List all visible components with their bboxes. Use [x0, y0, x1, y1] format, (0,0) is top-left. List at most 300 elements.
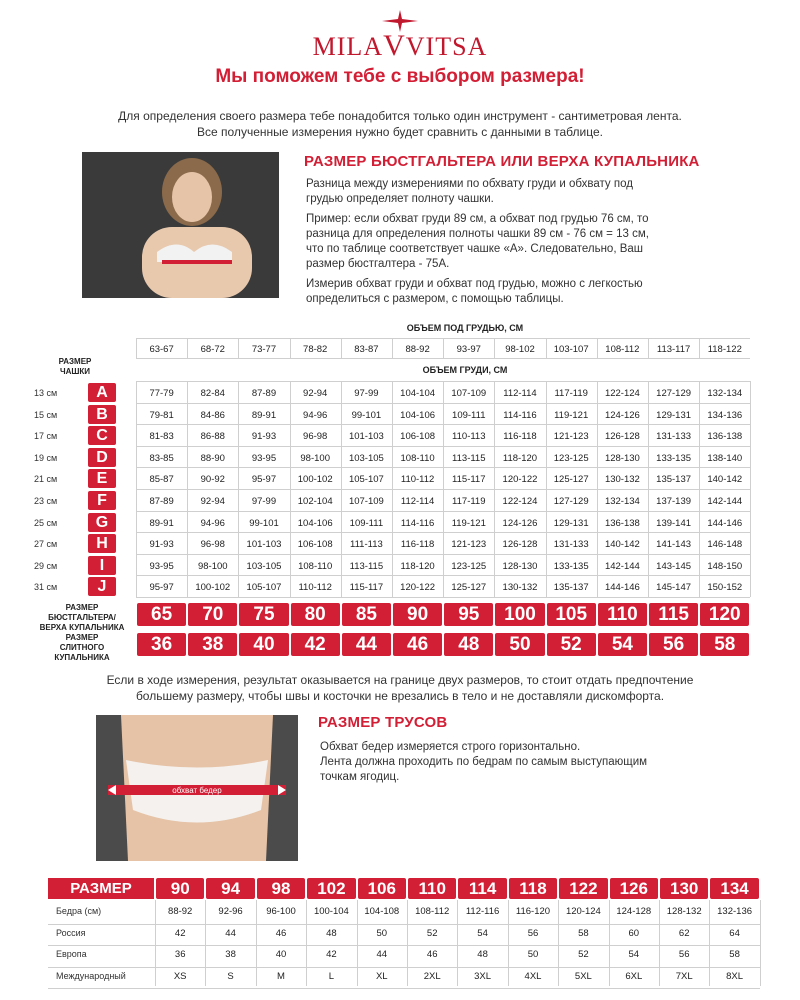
bust-cell: 109-111: [349, 517, 384, 529]
bust-cell: 136-138: [604, 517, 640, 529]
cup-difference: 17 см: [34, 431, 58, 442]
label-line: РАЗМЕР: [65, 603, 99, 612]
column-divider: [392, 381, 393, 597]
cup-letter-b: B: [88, 405, 116, 424]
bust-cell: 125-127: [451, 582, 487, 594]
underbust-cell: 73-77: [251, 344, 277, 355]
panties-cell: 96-100: [266, 906, 296, 917]
swim-size-box: 56: [649, 633, 698, 656]
panties-cell: 58: [729, 949, 740, 960]
cup-difference: 15 см: [34, 409, 58, 420]
bust-cell: 121-123: [553, 431, 589, 443]
cup-letter-g: G: [88, 513, 116, 532]
swim-size-box: 36: [137, 633, 186, 656]
panties-cell: 128-132: [666, 906, 702, 917]
row-divider: [48, 988, 760, 989]
panties-size-box: 122: [559, 878, 607, 899]
column-divider: [648, 381, 649, 597]
panties-cell: 3XL: [474, 970, 492, 982]
table-border: [136, 358, 750, 359]
bra-size-box: 95: [444, 603, 493, 626]
text-line: разница для определения полноты чашки 89 см - 76 см = 13 см,: [306, 228, 649, 240]
cup-letter-a: A: [88, 383, 116, 402]
panties-cell: 42: [174, 927, 186, 939]
bust-cell: 127-129: [656, 388, 692, 399]
column-divider: [290, 338, 291, 358]
bust-cell: 87-89: [149, 496, 174, 507]
bust-cell: 119-121: [451, 517, 486, 529]
bra-paragraph-2: [306, 212, 746, 272]
bust-cell: 108-110: [298, 560, 333, 572]
panties-cell: 6XL: [625, 970, 643, 982]
cup-letter-c: C: [88, 426, 116, 445]
bust-cell: 142-144: [707, 496, 743, 507]
panties-size-box: 90: [156, 878, 204, 899]
bust-cell: 94-96: [303, 409, 328, 421]
column-divider: [155, 900, 156, 986]
underbust-cell: 68-72: [200, 344, 225, 355]
bra-size-box: 75: [239, 603, 288, 626]
bust-cell: 107-109: [348, 496, 384, 507]
bust-cell: 145-147: [656, 582, 692, 594]
panties-size-box: 126: [610, 878, 658, 899]
bust-cell: 88-90: [200, 452, 225, 464]
intro-line: Для определения своего размера тебе понадобится только один инструмент - сантиметровая лента.: [118, 109, 682, 123]
brand-logo: [0, 10, 800, 62]
bust-cell: 139-141: [656, 517, 692, 529]
bust-cell: 120-122: [502, 474, 538, 486]
underbust-cell: 108-112: [605, 344, 640, 355]
bust-cell: 135-137: [656, 474, 692, 486]
bust-cell: 99-101: [351, 409, 382, 421]
bust-cell: 116-118: [503, 431, 537, 443]
bust-cell: 138-140: [707, 452, 743, 464]
bust-cell: 113-115: [452, 452, 486, 464]
note-line: Если в ходе измерения, результат оказывается на границе двух размеров, то стоит отдать предпочтение: [106, 673, 694, 687]
bust-cell: 117-119: [452, 496, 486, 507]
bust-cell: 111-113: [350, 539, 383, 551]
bust-cell: 114-116: [503, 409, 537, 421]
bust-cell: 99-101: [249, 517, 279, 529]
intro-line: Все полученные измерения нужно будет сравнить с данными в таблице.: [197, 125, 603, 139]
bust-cell: 79-81: [149, 409, 174, 421]
swim-size-box: 40: [239, 633, 288, 656]
column-divider: [238, 381, 239, 597]
bust-cell: 95-97: [251, 474, 277, 486]
panties-size-box: 102: [307, 878, 355, 899]
bust-cell: 146-148: [707, 539, 743, 551]
column-divider: [597, 338, 598, 358]
panties-size-box: 94: [206, 878, 254, 899]
bust-cell: 140-142: [707, 474, 743, 486]
panties-cell: 50: [527, 949, 539, 960]
panties-cell: 60: [628, 927, 640, 939]
panties-cell: 5XL: [574, 970, 592, 982]
bust-cell: 92-94: [303, 388, 328, 399]
bust-cell: 135-137: [553, 582, 589, 594]
panties-cell: XL: [375, 970, 388, 982]
bust-cell: 84-86: [200, 409, 225, 421]
underbust-cell: 113-117: [656, 344, 691, 355]
bust-cell: 124-126: [604, 409, 640, 421]
bust-cell: 112-114: [503, 388, 537, 399]
bust-cell: 142-144: [604, 560, 640, 572]
column-divider: [558, 900, 559, 986]
bust-cell: 131-133: [656, 431, 692, 443]
bust-cell: 128-130: [604, 452, 640, 464]
panties-row-label: Международный: [56, 970, 126, 981]
underbust-cell: 78-82: [303, 344, 328, 355]
bust-cell: 144-146: [604, 582, 640, 594]
swim-size-box: 38: [188, 633, 237, 656]
bust-cell: 143-145: [656, 560, 692, 572]
column-divider: [187, 338, 188, 358]
column-divider: [648, 338, 649, 358]
panties-cell: 104-108: [364, 906, 400, 917]
panties-size-header: РАЗМЕР: [48, 878, 154, 899]
bust-cell: 130-132: [502, 582, 538, 594]
intro-text: [40, 108, 760, 140]
bust-cell: 122-124: [502, 496, 538, 507]
cup-letter-h: H: [88, 534, 116, 553]
bust-cell: 91-93: [149, 539, 174, 551]
bra-size-box: 85: [342, 603, 391, 626]
panties-cell: 100-104: [313, 906, 349, 917]
bust-cell: 129-131: [656, 409, 692, 421]
bra-size-label: [30, 603, 134, 633]
panties-cell: 120-124: [565, 906, 601, 917]
bra-paragraph-1: [306, 177, 746, 207]
bust-cell: 106-108: [297, 539, 333, 551]
underbust-cell: 88-92: [405, 344, 430, 355]
brand-wordmark: MILAVVITSA: [312, 29, 488, 62]
column-divider: [457, 900, 458, 986]
bra-model-photo: [82, 152, 279, 298]
bra-size-box: 110: [598, 603, 647, 626]
panties-cell: M: [277, 970, 285, 982]
note-text: [40, 672, 760, 704]
panties-cell: S: [227, 970, 234, 982]
panties-cell: 50: [376, 927, 388, 939]
text-line: точкам ягодиц.: [320, 771, 400, 783]
label-line: ЧАШКИ: [59, 367, 91, 376]
bust-cell: 95-97: [149, 582, 174, 594]
bust-cell: 100-102: [195, 582, 231, 594]
bust-cell: 133-135: [656, 452, 692, 464]
text-line: размер бюстгалтера - 75А.: [306, 258, 450, 270]
panties-size-box: 130: [660, 878, 708, 899]
bra-size-box: 70: [188, 603, 237, 626]
bust-cell: 89-91: [251, 409, 277, 421]
underbust-cell: 83-87: [354, 344, 379, 355]
panties-cell: 42: [326, 949, 337, 960]
panties-cell: 44: [376, 949, 388, 960]
bust-cell: 81-83: [149, 431, 174, 443]
column-divider: [659, 900, 660, 986]
bust-cell: 91-93: [251, 431, 277, 443]
bra-size-box: 90: [393, 603, 442, 626]
column-divider: [238, 338, 239, 358]
swim-size-box: 42: [291, 633, 340, 656]
label-line: БЮСТГАЛЬТЕРА/: [48, 613, 116, 622]
panties-cell: 92-96: [218, 906, 243, 917]
column-divider: [443, 338, 444, 358]
bust-title: ОБЪЕМ ГРУДИ, СМ: [422, 365, 508, 375]
panties-size-box: 106: [358, 878, 406, 899]
panties-cell: 64: [729, 927, 740, 939]
text-line: что по таблице соответствует чашке «А». Следовательно, Ваш: [306, 243, 643, 255]
bra-size-box: 65: [137, 603, 186, 626]
bust-cell: 116-118: [400, 539, 435, 551]
panties-cell: 4XL: [524, 970, 542, 982]
bust-cell: 114-116: [400, 517, 435, 529]
panties-cell: 46: [426, 949, 438, 960]
panties-cell: 56: [678, 949, 690, 960]
bust-cell: 105-107: [348, 474, 384, 486]
bust-cell: 93-95: [149, 560, 174, 572]
column-divider: [546, 381, 547, 597]
cup-difference: 29 см: [34, 560, 58, 571]
bust-cell: 140-142: [604, 539, 640, 551]
column-divider: [709, 900, 710, 986]
underbust-cell: 63-67: [149, 344, 174, 355]
panties-row-label: Бедра (см): [56, 906, 102, 916]
bust-cell: 133-135: [553, 560, 589, 572]
underbust-cell: 98-102: [505, 344, 535, 355]
bust-cell: 97-99: [251, 496, 277, 507]
bust-cell: 108-110: [400, 452, 435, 464]
bust-cell: 128-130: [502, 560, 538, 572]
bra-section-title: РАЗМЕР БЮСТГАЛЬТЕРА ИЛИ ВЕРХА КУПАЛЬНИКА: [304, 153, 700, 170]
bust-cell: 132-134: [707, 388, 743, 399]
cup-size-label: [40, 357, 110, 377]
bust-cell: 120-122: [400, 582, 436, 594]
column-divider: [494, 338, 495, 358]
column-divider: [136, 338, 137, 358]
bust-cell: 102-104: [297, 496, 333, 507]
underbust-title: ОБЪЕМ ПОД ГРУДЬЮ, СМ: [406, 323, 524, 333]
bust-cell: 134-136: [707, 409, 743, 421]
bust-cell: 109-111: [452, 409, 486, 421]
cup-letter-i: I: [88, 556, 116, 575]
bust-cell: 82-84: [200, 388, 225, 399]
bust-cell: 110-112: [298, 582, 332, 594]
column-divider: [306, 900, 307, 986]
bust-cell: 77-79: [149, 388, 174, 399]
bust-cell: 96-98: [303, 431, 328, 443]
bust-cell: 113-115: [349, 560, 384, 572]
swim-size-box: 54: [598, 633, 647, 656]
bust-cell: 87-89: [251, 388, 277, 399]
column-divider: [136, 381, 137, 597]
column-divider: [699, 338, 700, 358]
panties-cell: 62: [678, 927, 690, 939]
panties-cell: 54: [477, 927, 488, 939]
bust-cell: 104-104: [400, 388, 436, 399]
bust-cell: 118-120: [400, 560, 435, 572]
label-line: РАЗМЕР: [65, 633, 99, 642]
underbust-cell: 103-107: [553, 344, 589, 355]
panties-cell: 44: [225, 927, 236, 939]
bust-cell: 137-139: [656, 496, 692, 507]
underbust-cell: 118-122: [707, 344, 742, 355]
bust-cell: 125-127: [553, 474, 589, 486]
bust-cell: 130-132: [604, 474, 640, 486]
note-line: большему размеру, чтобы швы и косточки не врезались в тело и не доставляли дискомфорта.: [135, 689, 665, 703]
text-line: определиться с размером, с помощью таблицы.: [306, 293, 564, 305]
bust-cell: 104-106: [297, 517, 333, 529]
swim-size-box: 50: [495, 633, 544, 656]
panties-size-box: 114: [458, 878, 506, 899]
bust-cell: 89-91: [149, 517, 174, 529]
panties-cell: 58: [578, 927, 589, 939]
cup-letter-d: D: [88, 448, 116, 467]
tape-label: обхват бедер: [172, 786, 222, 795]
panties-section-title: РАЗМЕР ТРУСОВ: [318, 714, 448, 731]
panties-cell: 52: [426, 927, 438, 939]
bust-cell: 110-112: [400, 474, 435, 486]
column-divider: [256, 900, 257, 986]
row-divider: [136, 597, 750, 598]
bust-cell: 118-120: [502, 452, 538, 464]
panties-cell: 52: [578, 949, 589, 960]
swim-size-box: 44: [342, 633, 391, 656]
bust-cell: 93-95: [251, 452, 277, 464]
panties-cell: L: [328, 970, 335, 982]
cup-difference: 13 см: [34, 388, 58, 398]
text-line: Измерив обхват груди и обхват под грудью, можно с легкостью: [306, 278, 643, 290]
panties-cell: 8XL: [726, 970, 744, 982]
column-divider: [597, 381, 598, 597]
text-line: Пример: если обхват груди 89 см, а обхват под грудью 76 см, то: [306, 213, 649, 225]
bust-cell: 98-100: [300, 452, 330, 464]
cup-difference: 27 см: [34, 539, 58, 550]
bra-size-box: 115: [649, 603, 698, 626]
panties-size-box: 110: [408, 878, 456, 899]
text-line: Обхват бедер измеряется строго горизонтально.: [320, 741, 581, 753]
bust-cell: 110-113: [452, 431, 486, 443]
column-divider: [546, 338, 547, 358]
panties-cell: 40: [275, 949, 287, 960]
column-divider: [508, 900, 509, 986]
bust-cell: 144-146: [707, 517, 743, 529]
bust-cell: 101-103: [246, 539, 282, 551]
bra-paragraph-3: [306, 277, 746, 307]
column-divider: [407, 900, 408, 986]
bra-size-box: 120: [700, 603, 749, 626]
bust-cell: 121-123: [451, 539, 487, 551]
bust-cell: 129-131: [553, 517, 589, 529]
panties-cell: 88-92: [168, 906, 193, 917]
column-divider: [609, 900, 610, 986]
column-divider: [187, 381, 188, 597]
bust-cell: 132-134: [604, 496, 640, 507]
bust-cell: 86-88: [200, 431, 225, 443]
cup-difference: 19 см: [34, 452, 58, 463]
column-divider: [494, 381, 495, 597]
cup-letter-e: E: [88, 469, 116, 488]
text-line: Лента должна проходить по бедрам по самым выступающим: [320, 756, 648, 768]
column-divider: [341, 338, 342, 358]
panties-cell: 54: [628, 949, 640, 960]
bust-cell: 112-114: [400, 496, 435, 507]
column-divider: [750, 381, 751, 597]
text-line: Разница между измерениями по обхвату груди и обхвату под: [306, 178, 633, 190]
column-divider: [290, 381, 291, 597]
bust-cell: 103-105: [348, 452, 384, 464]
bust-cell: 126-128: [604, 431, 640, 443]
panties-cell: 36: [174, 949, 186, 960]
panties-cell: 7XL: [675, 970, 693, 982]
column-divider: [205, 900, 206, 986]
column-divider: [443, 381, 444, 597]
bust-cell: 96-98: [200, 539, 225, 551]
bra-size-box: 80: [291, 603, 340, 626]
swim-size-box: 48: [444, 633, 493, 656]
cup-difference: 25 см: [34, 517, 58, 528]
bust-cell: 92-94: [200, 496, 225, 507]
panties-cell: 116-120: [515, 906, 551, 917]
bust-cell: 123-125: [553, 452, 589, 464]
panties-cell: 46: [275, 927, 287, 939]
bust-cell: 90-92: [200, 474, 225, 486]
bust-cell: 124-126: [502, 517, 538, 529]
bust-cell: 148-150: [707, 560, 743, 572]
swim-size-box: 46: [393, 633, 442, 656]
bust-cell: 98-100: [197, 560, 228, 572]
label-line: КУПАЛЬНИКА: [54, 653, 110, 662]
swim-size-label: [30, 633, 134, 663]
bust-cell: 141-143: [656, 539, 692, 551]
column-divider: [760, 900, 761, 986]
bust-cell: 101-103: [348, 431, 384, 443]
bust-cell: 131-133: [553, 539, 589, 551]
bust-cell: 127-129: [553, 496, 589, 507]
cup-letter-f: F: [88, 491, 116, 510]
swim-size-box: 52: [547, 633, 596, 656]
panties-paragraph: [320, 740, 720, 785]
column-divider: [341, 381, 342, 597]
bust-cell: 103-105: [246, 560, 282, 572]
column-divider: [392, 338, 393, 358]
bust-cell: 107-109: [451, 388, 487, 399]
bust-cell: 115-117: [452, 474, 486, 486]
bust-cell: 83-85: [149, 452, 174, 464]
bust-cell: 94-96: [200, 517, 225, 529]
bust-cell: 119-121: [554, 409, 589, 421]
panties-cell: 124-128: [616, 906, 652, 917]
bust-cell: 123-125: [451, 560, 487, 572]
panties-row-label: Европа: [56, 949, 87, 959]
bra-size-box: 100: [495, 603, 544, 626]
bust-cell: 150-152: [707, 582, 743, 594]
swim-size-box: 58: [700, 633, 749, 656]
panties-cell: 48: [477, 949, 488, 960]
page-headline: Мы поможем тебе с выбором размера!: [215, 66, 585, 87]
underbust-cell: 93-97: [456, 344, 481, 355]
bust-cell: 136-138: [707, 431, 743, 443]
panties-row-label: Россия: [56, 927, 86, 938]
bust-cell: 115-117: [349, 582, 384, 594]
label-line: СЛИТНОГО: [59, 643, 105, 652]
label-line: ВЕРХА КУПАЛЬНИКА: [39, 623, 125, 632]
column-divider: [699, 381, 700, 597]
panties-size-box: 134: [710, 878, 758, 899]
panties-cell: 2XL: [423, 970, 441, 982]
column-divider: [357, 900, 358, 986]
bust-cell: 97-99: [354, 388, 379, 399]
panties-size-box: 98: [257, 878, 305, 899]
